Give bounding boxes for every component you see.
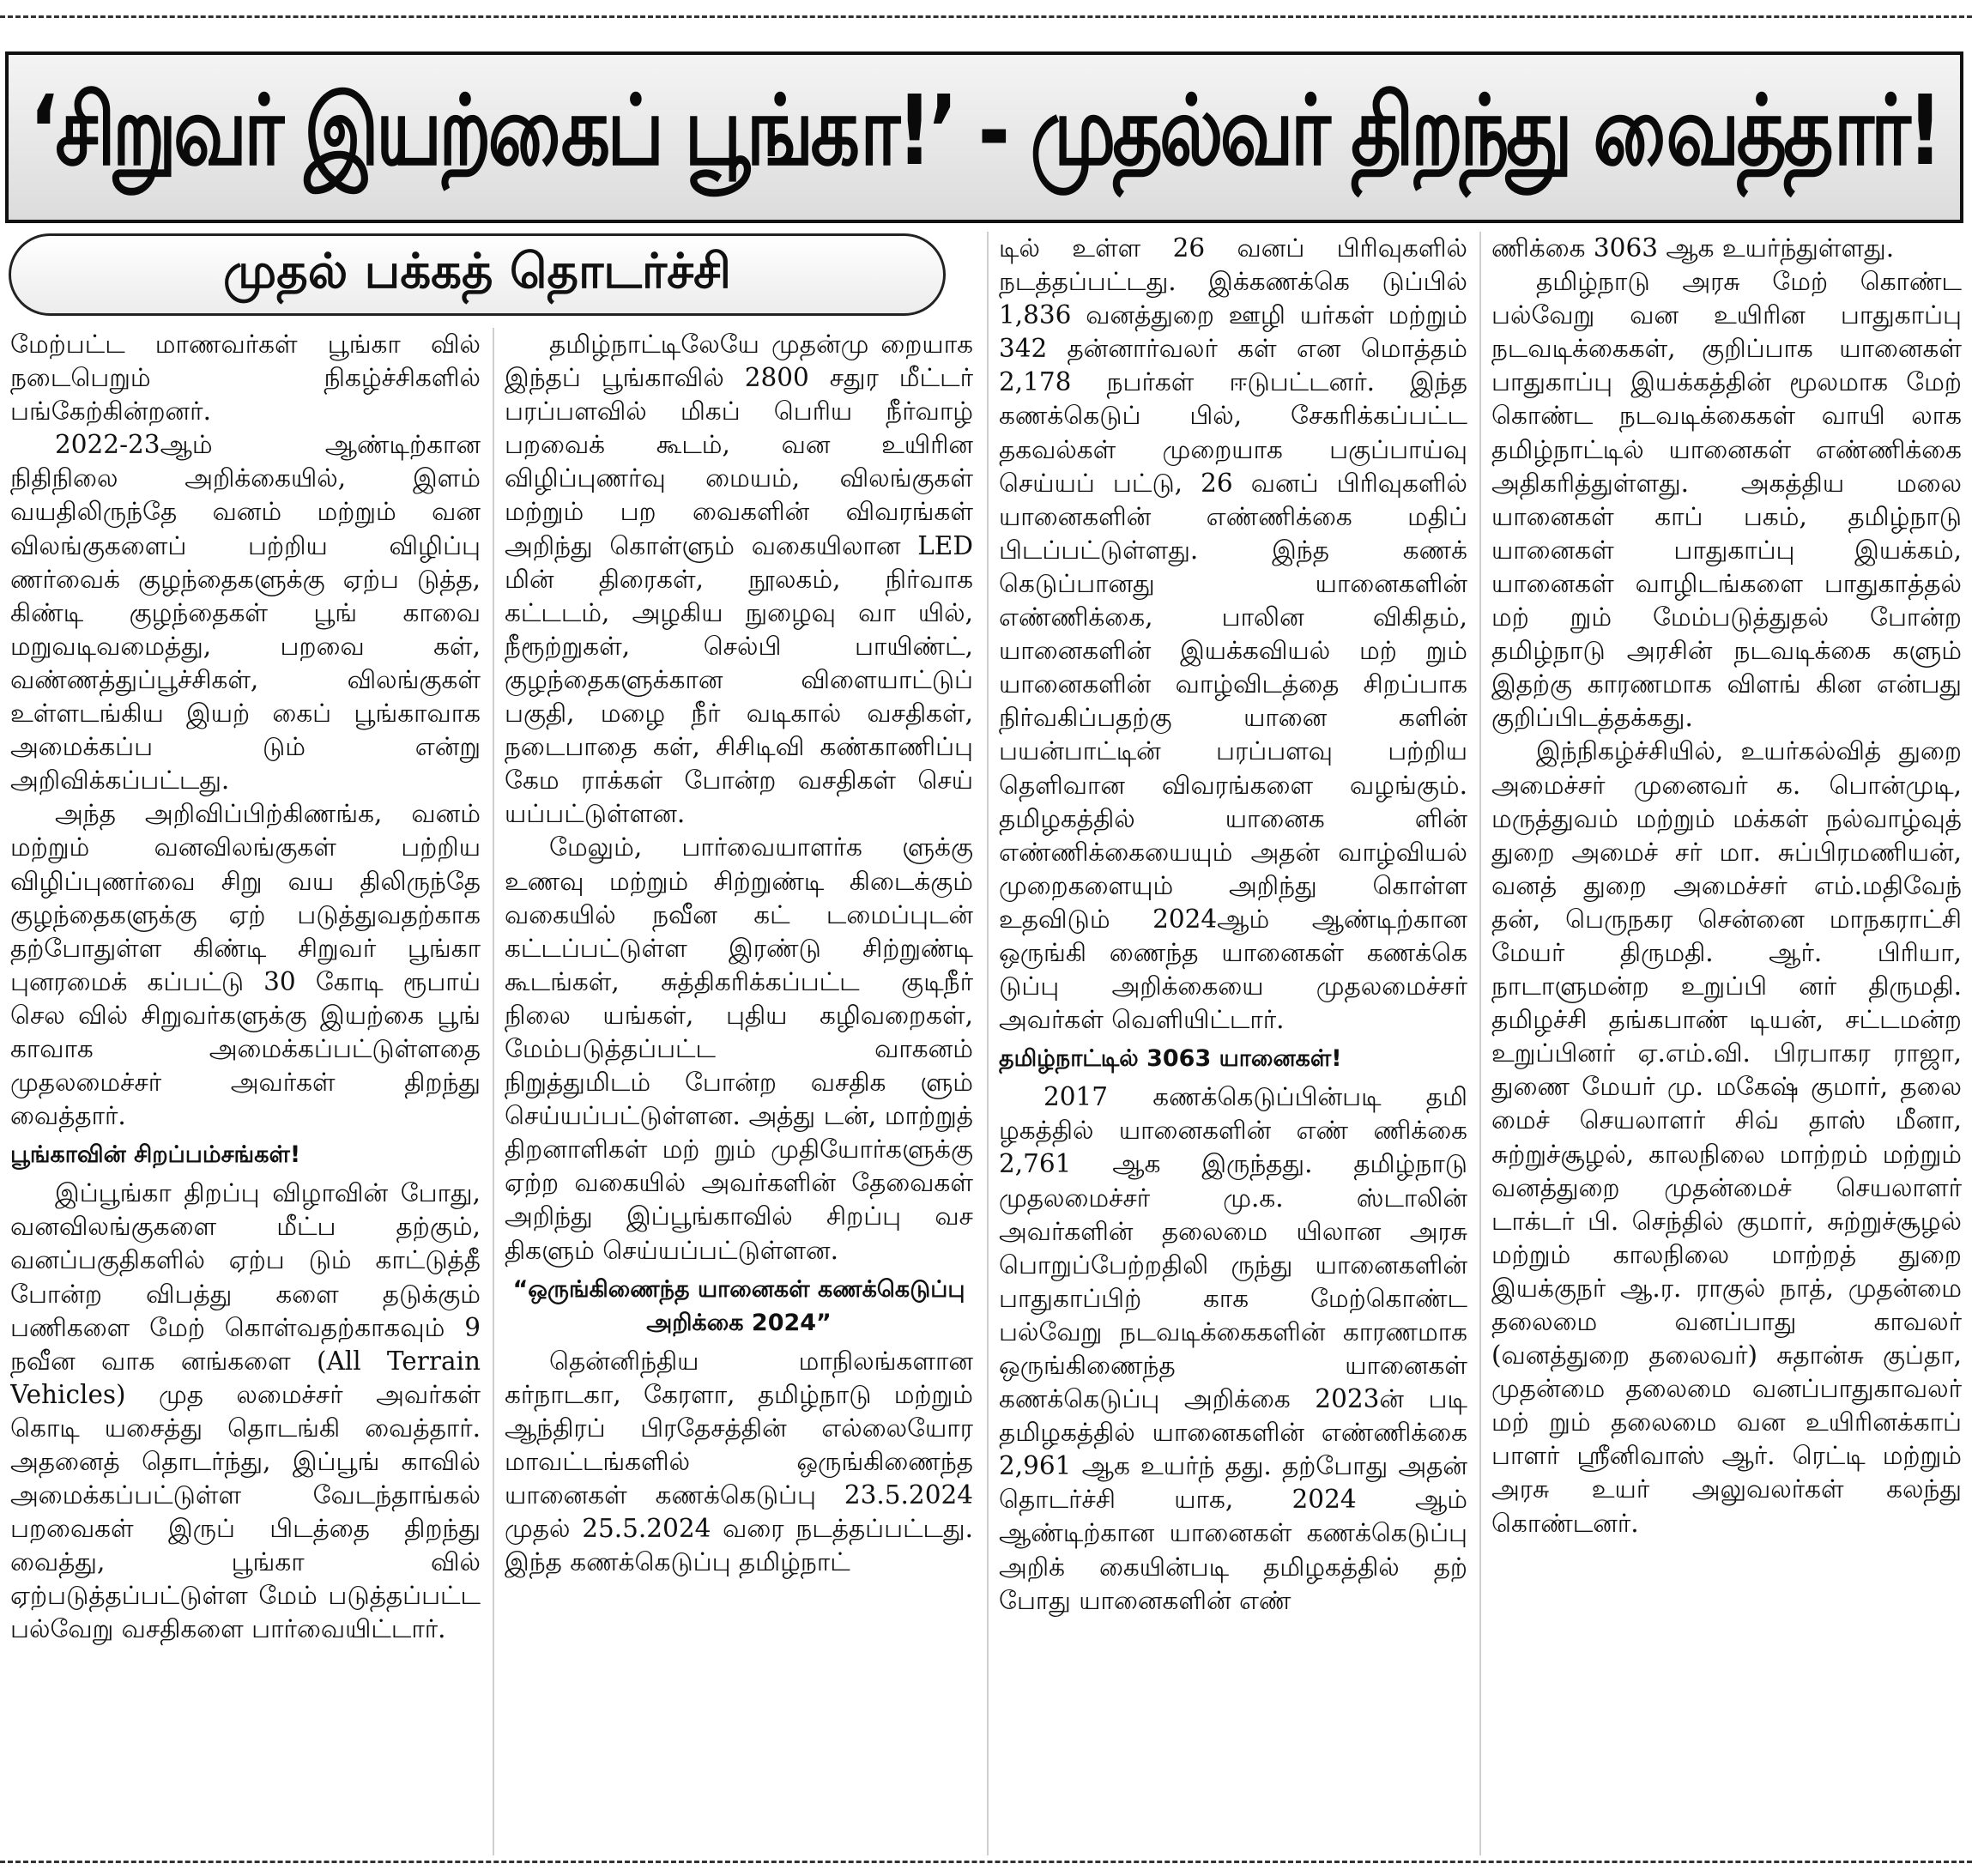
article-column-3	[999, 232, 1467, 1855]
article-paragraph: அந்த அறிவிப்பிற்கிணங்க, வனம் மற்றும் வனவிலங்குகள் பற்றிய விழிப்புணர்வை சிறு வய திலிருந்தே குழந்தைகளுக்கு ஏற் படுத்துவதற்காக தற்போதுள்ள கிண்டி சிறுவர் பூங்கா புனரமைக் கப்பட்டு 30 கோடி ரூபாய் செல வில் சிறுவர்களுக்கு இயற்கை பூங் காவாக அமைக்கப்பட்டுள்ளதை முதலமைச்சர் அவர்கள் திறந்து வைத்தார்.	[10, 799, 481, 1131]
article-paragraph: 2022-23ஆம் ஆண்டிற்கான நிதிநிலை அறிக்கையில், இளம் வயதிலிருந்தே வனம் மற்றும் வன விலங்குகளைப் பற்றிய விழிப்பு ணர்வைக் குழந்தைகளுக்கு ஏற்ப டுத்த, கிண்டி குழந்தைகள் பூங் காவை மறுவடிவமைத்து, பறவை கள், வண்ணத்துப்பூச்சிகள், விலங்குகள் உள்ளடங்கிய இயற் கைப் பூங்காவாக அமைக்கப்ப டும் என்று அறிவிக்கப்பட்டது.	[10, 430, 481, 796]
article-paragraph: தமிழ்நாட்டிலேயே முதன்மு றையாக இந்தப் பூங்காவில் 2800 சதுர மீட்டர் பரப்பளவில் மிகப் பெரிய நீர்வாழ் பறவைக் கூடம், வன உயிரின விழிப்புணர்வு மையம், விலங்குகள் மற்றும் பற வைகளின் விவரங்கள் அறிந்து கொள்ளும் வகையிலான LED மின் திரைகள், நூலகம், நிர்வாக கட்டடம், அழகிய நுழைவு வா யில், நீரூற்றுகள், செல்பி பாயிண்ட், குழந்தைகளுக்கான விளையாட்டுப் பகுதி, மழை நீர் வடிகால் வசதிகள், நடைபாதை கள், சிசிடிவி கண்காணிப்பு கேம ராக்கள் போன்ற வசதிகள் செய் யப்பட்டுள்ளன.	[505, 330, 973, 829]
section-subheading: தமிழ்நாட்டில் 3063 யானைகள்!	[999, 1045, 1342, 1073]
headline-banner	[5, 51, 1963, 223]
section-subheading: “ஒருங்கிணைந்த யானைகள் கணக்கெடுப்பு அறிக்கை 2024”	[512, 1275, 965, 1336]
headline: ‘சிறுவர் இயற்கைப் பூங்கா!’ - முதல்வர் திறந்து வைத்தார்!	[29, 74, 1939, 188]
article-paragraph: மேலும், பார்வையாளர்க ளுக்கு உணவு மற்றும் சிற்றுண்டி கிடைக்கும் வகையில் நவீன கட் டமைப்புடன் கட்டப்பட்டுள்ள இரண்டு சிற்றுண்டி கூடங்கள், சுத்திகரிக்கப்பட்ட குடிநீர் நிலை யங்கள், புதிய கழிவறைகள், மேம்படுத்தப்பட்ட வாகனம் நிறுத்துமிடம் போன்ற வசதிக ளும் செய்யப்பட்டுள்ளன. அத்து டன், மாற்றுத் திறனாளிகள் மற் றும் முதியோர்களுக்கு ஏற்ற வகையில் அவர்களின் தேவைகள் அறிந்து இப்பூங்காவில் சிறப்பு வச திகளும் செய்யப்பட்டுள்ளன.	[505, 832, 973, 1265]
article-column-1	[10, 328, 481, 1855]
article-column-2	[505, 328, 973, 1855]
section-subheading: பூங்காவின் சிறப்பம்சங்கள்!	[10, 1141, 301, 1169]
article-column-4	[1491, 232, 1962, 1855]
article-paragraph: தென்னிந்திய மாநிலங்களான கர்நாடகா, கேரளா, தமிழ்நாடு மற்றும் ஆந்திரப் பிரதேசத்தின் எல்லையோர மாவட்டங்களில் ஒருங்கிணைந்த யானைகள் கணக்கெடுப்பு 23.5.2024 முதல் 25.5.2024 வரை நடத்தப்பட்டது. இந்த கணக்கெடுப்பு தமிழ்நாட்	[505, 1346, 973, 1577]
article-paragraph: மேற்பட்ட மாணவர்கள் பூங்கா வில் நடைபெறும் நிகழ்ச்சிகளில் பங்கேற்கின்றனர்.	[10, 330, 481, 427]
article-paragraph: 2017 கணக்கெடுப்பின்படி தமி ழகத்தில் யானைகளின் எண் ணிக்கை 2,761 ஆக இருந்தது. தமிழ்நாடு முதலமைச்சர் மு.க. ஸ்டாலின் அவர்களின் தலைமை யிலான அரசு பொறுப்பேற்றதிலி ருந்து யானைகளின் பாதுகாப்பிற் காக மேற்கொண்ட பல்வேறு நடவடிக்கைகளின் காரணமாக ஒருங்கிணைந்த யானைகள் கணக்கெடுப்பு அறிக்கை 2023ன் படி தமிழகத்தில் யானைகளின் எண்ணிக்கை 2,961 ஆக உயர்ந் தது. தற்போது அதன் தொடர்ச்சி யாக, 2024 ஆம் ஆண்டிற்கான யானைகள் கணக்கெடுப்பு அறிக் கையின்படி தமிழகத்தில் தற் போது யானைகளின் எண்	[999, 1082, 1467, 1615]
article-paragraph: ணிக்கை 3063 ஆக உயர்ந்துள்ளது.	[1491, 233, 1895, 263]
top-dashed-cut-line	[0, 15, 1972, 18]
article-paragraph: இந்நிகழ்ச்சியில், உயர்கல்வித் துறை அமைச்சர் முனைவர் க. பொன்முடி, மருத்துவம் மற்றும் மக்கள் நல்வாழ்வுத் துறை அமைச் சர் மா. சுப்பிரமணியன், வனத் துறை அமைச்சர் எம்.மதிவேந் தன், பெருநகர சென்னை மாநகராட்சி மேயர் திருமதி. ஆர். பிரியா, நாடாளுமன்ற உறுப்பி னர் திருமதி. தமிழச்சி தங்கபாண் டியன், சட்டமன்ற உறுப்பினர் ஏ.எம்.வி. பிரபாகர ராஜா, துணை மேயர் மு. மகேஷ் குமார், தலை மைச் செயலாளர் சிவ் தாஸ் மீனா, சுற்றுச்சூழல், காலநிலை மாற்றம் மற்றும் வனத்துறை முதன்மைச் செயலாளர் டாக்டர் பி. செந்தில் குமார், சுற்றுச்சூழல் மற்றும் காலநிலை மாற்றத் துறை இயக்குநர் ஆ.ர. ராகுல் நாத், முதன்மை தலைமை வனப்பாது காவலர் (வனத்துறை தலைவர்) சுதான்சு குப்தா, முதன்மை தலைமை வனப்பாதுகாவலர் மற் றும் தலைமை வன உயிரினக்காப் பாளர் ஸ்ரீனிவாஸ் ஆர். ரெட்டி மற்றும் அரசு உயர் அலுவலர்கள் கலந்து கொண்டனர்.	[1491, 736, 1962, 1538]
bottom-dashed-cut-line	[0, 1861, 1972, 1863]
column-divider	[1479, 232, 1481, 1855]
continuation-label: முதல் பக்கத் தொடர்ச்சி	[9, 233, 946, 316]
column-divider	[987, 232, 989, 1855]
article-paragraph: டில் உள்ள 26 வனப் பிரிவுகளில் நடத்தப்பட்டது. இக்கணக்கெ டுப்பில் 1,836 வனத்துறை ஊழி யர்கள் மற்றும் 342 தன்னார்வலர் கள் என மொத்தம் 2,178 நபர்கள் ஈடுபட்டனர். இந்த கணக்கெடுப் பில், சேகரிக்கப்பட்ட தகவல்கள் முறையாக பகுப்பாய்வு செய்யப் பட்டு, 26 வனப் பிரிவுகளில் யானைகளின் எண்ணிக்கை மதிப் பிடப்பட்டுள்ளது. இந்த கணக் கெடுப்பானது யானைகளின் எண்ணிக்கை, பாலின விகிதம், யானைகளின் இயக்கவியல் மற் றும் யானைகளின் வாழ்விடத்தை சிறப்பாக நிர்வகிப்பதற்கு யானை களின் பயன்பாட்டின் பரப்பளவு பற்றிய தெளிவான விவரங்களை வழங்கும். தமிழகத்தில் யானைக ளின் எண்ணிக்கையையும் அதன் வாழ்வியல் முறைகளையும் அறிந்து கொள்ள உதவிடும் 2024ஆம் ஆண்டிற்கான ஒருங்கி ணைந்த யானைகள் கணக்கெ டுப்பு அறிக்கையை முதலமைச்சர் அவர்கள் வெளியிட்டார்.	[999, 233, 1467, 1035]
column-divider	[493, 328, 494, 1855]
article-paragraph: இப்பூங்கா திறப்பு விழாவின் போது, வனவிலங்குகளை மீட்ப தற்கும், வனப்பகுதிகளில் ஏற்ப டும் காட்டுத்தீ போன்ற விபத்து களை தடுக்கும் பணிகளை மேற் கொள்வதற்காகவும் 9 நவீன வாக னங்களை (All Terrain Vehicles) முத லமைச்சர் அவர்கள் கொடி யசைத்து தொடங்கி வைத்தார். அதனைத் தொடர்ந்து, இப்பூங் காவில் அமைக்கப்பட்டுள்ள வேடந்தாங்கல் பறவைகள் இருப் பிடத்தை திறந்து வைத்து, பூங்கா வில் ஏற்படுத்தப்பட்டுள்ள மேம் படுத்தப்பட்ட பல்வேறு வசதிகளை பார்வையிட்டார்.	[10, 1178, 481, 1644]
article-paragraph: தமிழ்நாடு அரசு மேற் கொண்ட பல்வேறு வன உயிரின பாதுகாப்பு நடவடிக்கைகள், குறிப்பாக யானைகள் பாதுகாப்பு இயக்கத்தின் மூலமாக மேற் கொண்ட நடவடிக்கைகள் வாயி லாக தமிழ்நாட்டில் யானைகள் எண்ணிக்கை அதிகரித்துள்ளது. அகத்திய மலை யானைகள் காப் பகம், தமிழ்நாடு யானைகள் பாதுகாப்பு இயக்கம், யானைகள் வாழிடங்களை பாதுகாத்தல் மற் றும் மேம்படுத்துதல் போன்ற தமிழ்நாடு அரசின் நடவடிக்கை களும் இதற்கு காரணமாக விளங் கின என்பது குறிப்பிடத்தக்கது.	[1491, 267, 1962, 733]
